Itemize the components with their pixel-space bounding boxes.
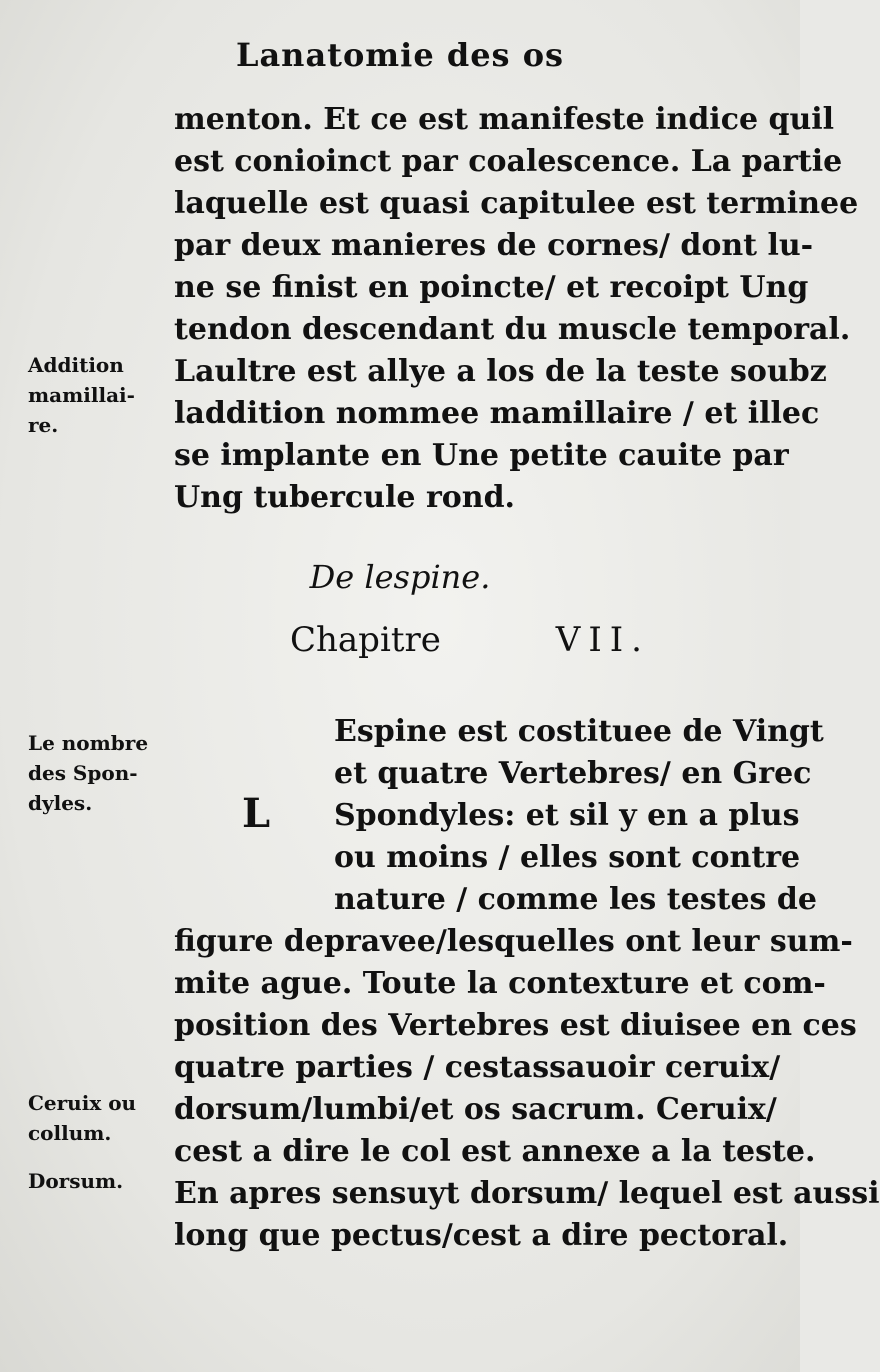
text-line: est conioinct par coalescence. La partie bbox=[174, 144, 843, 179]
margin-note-line: des Spon- bbox=[28, 761, 138, 785]
chapter-heading bbox=[290, 620, 650, 660]
text-line: Laultre est allye a los de la teste soubz bbox=[174, 354, 827, 389]
margin-note-line: mamillai- bbox=[28, 383, 135, 407]
text-line: quatre parties / cestassauoir ceruix/ bbox=[174, 1050, 781, 1085]
text-line: menton. Et ce est manifeste indice quil bbox=[174, 102, 835, 137]
text-line: et quatre Vertebres/ en Grec bbox=[334, 756, 812, 791]
running-head: Lanatomie des os bbox=[235, 36, 565, 74]
margin-note-line: Le nombre bbox=[28, 731, 149, 755]
text-line: figure depravee/lesquelles ont leur sum- bbox=[174, 924, 853, 959]
text-line: Espine est costituee de Vingt bbox=[334, 714, 824, 749]
text-line: long que pectus/cest a dire pectoral. bbox=[174, 1218, 789, 1253]
text-line: laddition nommee mamillaire / et illec bbox=[174, 396, 820, 431]
text-line: se implante en Une petite cauite par bbox=[174, 438, 789, 473]
section-title: De lespine. bbox=[309, 558, 491, 596]
drop-initial: L bbox=[242, 790, 271, 837]
margin-note-ceruix bbox=[28, 1088, 136, 1148]
text-line: cest a dire le col est annexe a la teste. bbox=[174, 1134, 816, 1169]
text-line: mite ague. Toute la contexture et com- bbox=[174, 966, 826, 1001]
margin-note-line: collum. bbox=[28, 1121, 112, 1145]
text-line: ne se finist en poincte/ et recoipt Ung bbox=[174, 270, 809, 305]
chapter-label: Chapitre bbox=[290, 620, 441, 660]
text-line: position des Vertebres est diuisee en ces bbox=[174, 1008, 857, 1043]
margin-note-addition bbox=[28, 350, 135, 440]
margin-note-line: dyles. bbox=[28, 791, 93, 815]
text-line: ou moins / elles sont contre bbox=[334, 840, 801, 875]
margin-note-nombre bbox=[28, 728, 148, 818]
margin-note-line: Dorsum. bbox=[28, 1169, 124, 1193]
margin-note-line: re. bbox=[28, 413, 59, 437]
margin-note-line: Addition bbox=[28, 353, 124, 377]
margin-note-dorsum bbox=[28, 1166, 123, 1196]
text-line: En apres sensuyt dorsum/ lequel est aussi bbox=[174, 1176, 880, 1211]
text-line: nature / comme les testes de bbox=[334, 882, 817, 917]
text-line: tendon descendant du muscle temporal. bbox=[174, 312, 851, 347]
text-line: par deux manieres de cornes/ dont lu- bbox=[174, 228, 814, 263]
chapter-number: VII. bbox=[555, 620, 650, 660]
margin-note-line: Ceruix ou bbox=[28, 1091, 137, 1115]
text-line: dorsum/lumbi/et os sacrum. Ceruix/ bbox=[174, 1092, 777, 1127]
text-line: Ung tubercule rond. bbox=[174, 480, 515, 515]
text-line: Spondyles: et sil y en a plus bbox=[334, 798, 800, 833]
text-line: laquelle est quasi capitulee est terminee bbox=[174, 186, 859, 221]
